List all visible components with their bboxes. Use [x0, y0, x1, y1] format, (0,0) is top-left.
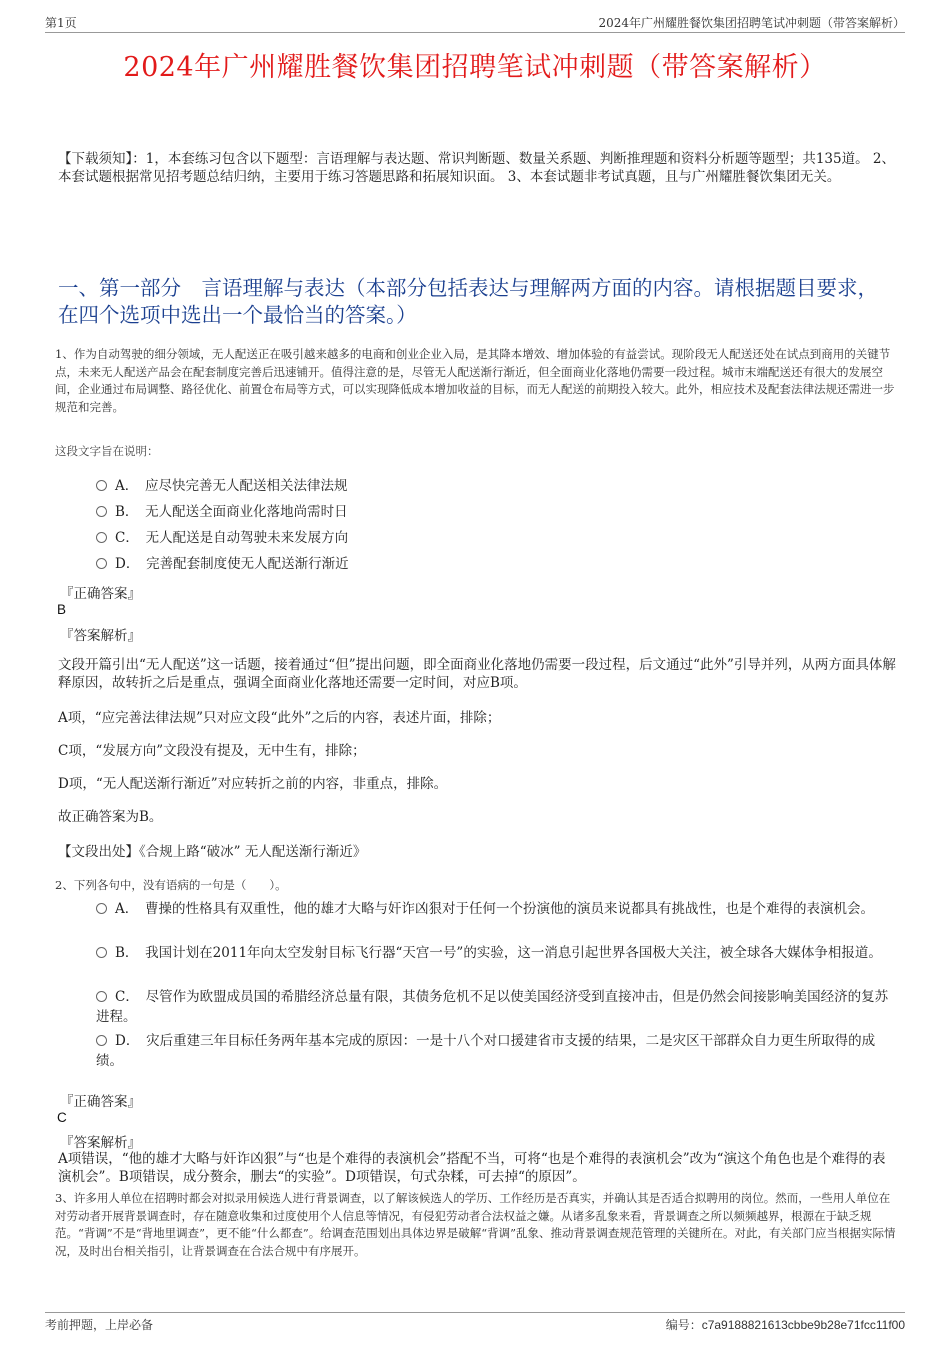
question-2-option-b[interactable]: B． 我国计划在2011年向太空发射目标飞行器“天宫一号”的实验，这一消息引起世界各国极大关注，被全球各大媒体争相报道。: [96, 943, 896, 963]
question-1-source: 【文段出处】《合规上路“破冰” 无人配送渐行渐近》: [58, 844, 367, 860]
question-1-explanation: C项，“发展方向”文段没有提及，无中生有，排除；: [58, 743, 366, 759]
question-1-explanation: A项，“应完善法律法规”只对应文段“此外”之后的内容，表述片面，排除；: [58, 710, 501, 726]
question-1-answer: B: [57, 602, 67, 617]
question-1-option-c[interactable]: C． 无人配送是自动驾驶未来发展方向: [96, 528, 348, 548]
radio-icon[interactable]: [96, 532, 107, 543]
analysis-label: 『答案解析』: [60, 1135, 141, 1151]
question-1-option-b[interactable]: B． 无人配送全面商业化落地尚需时日: [96, 502, 348, 522]
question-2-option-d[interactable]: D． 灾后重建三年目标任务两年基本完成的原因：一是十八个对口援建省市支援的结果，二是灾区干部群众自力更生所取得的成绩。: [96, 1033, 876, 1069]
question-1-explanation: D项，“无人配送渐行渐近”对应转折之前的内容，非重点，排除。: [58, 776, 448, 792]
radio-icon[interactable]: [96, 1035, 107, 1046]
download-notice: 【下载须知】：1，本套练习包含以下题型：言语理解与表达题、常识判断题、数量关系题、判断推理题和资料分析题等题型；共135道。 2、本套试题根据常见招考题总结归纳，主要用于练习答题思路和拓展知识面。 3、本套试题非考试真题，且与广州耀胜餐饮集团无关。: [58, 151, 895, 185]
page-footer: [45, 1312, 905, 1333]
radio-icon[interactable]: [96, 991, 107, 1002]
footer-slogan: 考前押题，上岸必备: [45, 1318, 154, 1332]
question-2-stem: 2、下列各句中，没有语病的一句是（ ）。: [55, 878, 287, 892]
correct-answer-label: 『正确答案』: [60, 586, 141, 602]
radio-icon[interactable]: [96, 506, 107, 517]
question-2-option-c[interactable]: C． 尽管作为欧盟成员国的希腊经济总量有限，其债务危机不足以使美国经济受到直接冲击，但是仍然会间接影响美国经济的复苏进程。: [96, 989, 889, 1025]
page-number: 第1页: [45, 16, 77, 30]
question-1-prompt: 这段文字旨在说明：: [55, 444, 159, 458]
question-2-explanation: A项错误，“他的雄才大略与奸诈凶狠”与“也是个难得的表演机会”搭配不当，可将“也是个难得的表演机会”改为“演这个角色也是个难得的表演机会”。B项错误，成分赘余，删去“的实验”。D项错误，句式杂糅，可去掉“的原因”。: [58, 1151, 886, 1185]
question-1-stem: 1、作为自动驾驶的细分领域，无人配送正在吸引越来越多的电商和创业企业入局，是其降本增效、增加体验的有益尝试。现阶段无人配送还处在试点到商用的关键节点，未来无人配送产品会在配套制度完善后迅速铺开。值得注意的是，尽管无人配送渐行渐近，但全面商业化落地仍需要一段过程。城市末端配送还有很大的发展空间，企业通过布局调整、路径优化、前置仓布局等方式，可以实现降低成本增加收益的目标，而无人配送的前期投入较大。此外，相应技术及配套法律法规还需进一步规范和完善。: [55, 347, 895, 414]
correct-answer-label: 『正确答案』: [60, 1094, 141, 1110]
header-doc-title: 2024年广州耀胜餐饮集团招聘笔试冲刺题（带答案解析）: [598, 16, 905, 30]
document-code: 编号：c7a9188821613cbbe9b28e71fcc11f00: [665, 1318, 905, 1332]
section-heading: 一、第一部分 言语理解与表达（本部分包括表达与理解两方面的内容。请根据题目要求，在四个选项中选出一个最恰当的答案。）: [58, 276, 878, 327]
question-2-answer: C: [57, 1110, 67, 1125]
question-1-explanation: 故正确答案为B。: [58, 809, 163, 825]
radio-icon[interactable]: [96, 558, 107, 569]
analysis-label: 『答案解析』: [60, 628, 141, 644]
question-1-option-a[interactable]: A． 应尽快完善无人配送相关法律法规: [96, 476, 348, 496]
document-title: 2024年广州耀胜餐饮集团招聘笔试冲刺题（带答案解析）: [123, 52, 827, 83]
radio-icon[interactable]: [96, 903, 107, 914]
page-header: [45, 14, 905, 33]
radio-icon[interactable]: [96, 947, 107, 958]
question-1-explanation: 文段开篇引出“无人配送”这一话题，接着通过“但”提出问题，即全面商业化落地仍需要一段过程，后文通过“此外”引导并列，从两方面具体解释原因，故转折之后是重点，强调全面商业化落地还需要一定时间，对应B项。: [58, 657, 896, 691]
question-2-option-a[interactable]: A． 曹操的性格具有双重性，他的雄才大略与奸诈凶狠对于任何一个扮演他的演员来说都具有挑战性，也是个难得的表演机会。: [96, 899, 896, 919]
question-1-option-d[interactable]: D． 完善配套制度使无人配送渐行渐近: [96, 554, 349, 574]
question-3-stem: 3、许多用人单位在招聘时都会对拟录用候选人进行背景调查，以了解该候选人的学历、工作经历是否真实，并确认其是否适合拟聘用的岗位。然而，一些用人单位在对劳动者开展背景调查时，存在随意收集和过度使用个人信息等情况，有侵犯劳动者合法权益之嫌。从诸多乱象来看，背景调查之所以频频越界，根源在于缺乏规范。“背调”不是“背地里调查”，更不能“什么都查”。给调查范围划出具体边界是破解“背调”乱象、推动背景调查规范管理的关键所在。对此，有关部门应当根据实际情况，及时出台相关指引，让背景调查在合法合规中有序展开。: [55, 1191, 896, 1258]
radio-icon[interactable]: [96, 480, 107, 491]
